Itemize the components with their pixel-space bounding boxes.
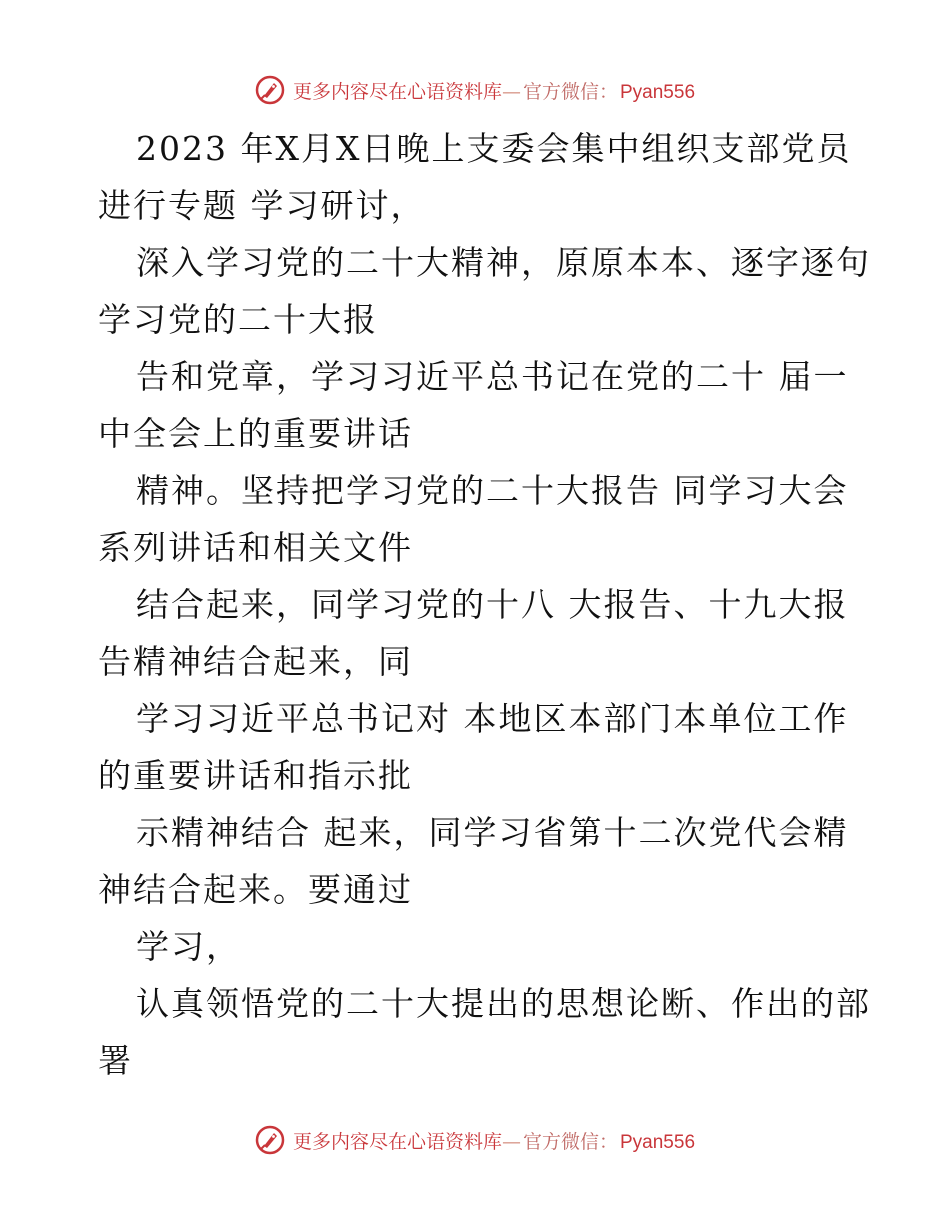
document-line: 示精神结合 起来，同学习省第十二次党代会精 xyxy=(136,813,849,852)
document-line: 进行专题 学习研讨， xyxy=(98,186,426,225)
pen-nib-logo-icon xyxy=(255,1125,285,1155)
document-line: 系列讲话和相关文件 xyxy=(98,528,413,567)
footer-banner-main-text: 更多内容尽在心语资料库 xyxy=(292,1130,502,1153)
pen-nib-logo-icon xyxy=(255,75,285,105)
document-line: 告精神结合起来，同 xyxy=(98,642,413,681)
document-line: 神结合起来。要通过 xyxy=(98,870,413,909)
header-banner-dash: — xyxy=(501,80,521,103)
footer-banner-wechat-id: Pyan556 xyxy=(620,1131,696,1153)
document-line: 学习， xyxy=(136,927,241,966)
footer-banner-text xyxy=(293,1127,695,1154)
document-line: 精神。坚持把学习党的二十大报告 同学习大会 xyxy=(136,471,849,510)
document-line: 学习习近平总书记对 本地区本部门本单位工作 xyxy=(136,699,849,738)
document-line: 深入学习党的二十大精神，原原本本、逐字逐句 xyxy=(136,243,871,282)
footer-banner xyxy=(0,1122,950,1158)
document-body xyxy=(98,120,898,1089)
document-line: 认真领悟党的二十大提出的思想论断、作出的部 xyxy=(136,984,871,1023)
footer-banner-dash: — xyxy=(501,1130,521,1153)
document-line: 署 xyxy=(98,1041,133,1080)
document-line: 结合起来，同学习党的十八 大报告、十九大报 xyxy=(136,585,849,624)
header-banner xyxy=(0,72,950,108)
header-banner-text xyxy=(293,77,695,104)
header-banner-wechat-id: Pyan556 xyxy=(620,81,696,103)
document-line: 中全会上的重要讲话 xyxy=(98,414,413,453)
footer-banner-wechat-label: 官方微信： xyxy=(522,1130,618,1153)
header-banner-wechat-label: 官方微信： xyxy=(522,80,618,103)
document-line: 的重要讲话和指示批 xyxy=(98,756,413,795)
document-line: 告和党章，学习习近平总书记在党的二十 届一 xyxy=(136,357,849,396)
header-banner-main-text: 更多内容尽在心语资料库 xyxy=(292,80,502,103)
document-line: 2023 年X月X日晚上支委会集中组织支部党员 xyxy=(136,129,852,168)
document-line: 学习党的二十大报 xyxy=(98,300,378,339)
